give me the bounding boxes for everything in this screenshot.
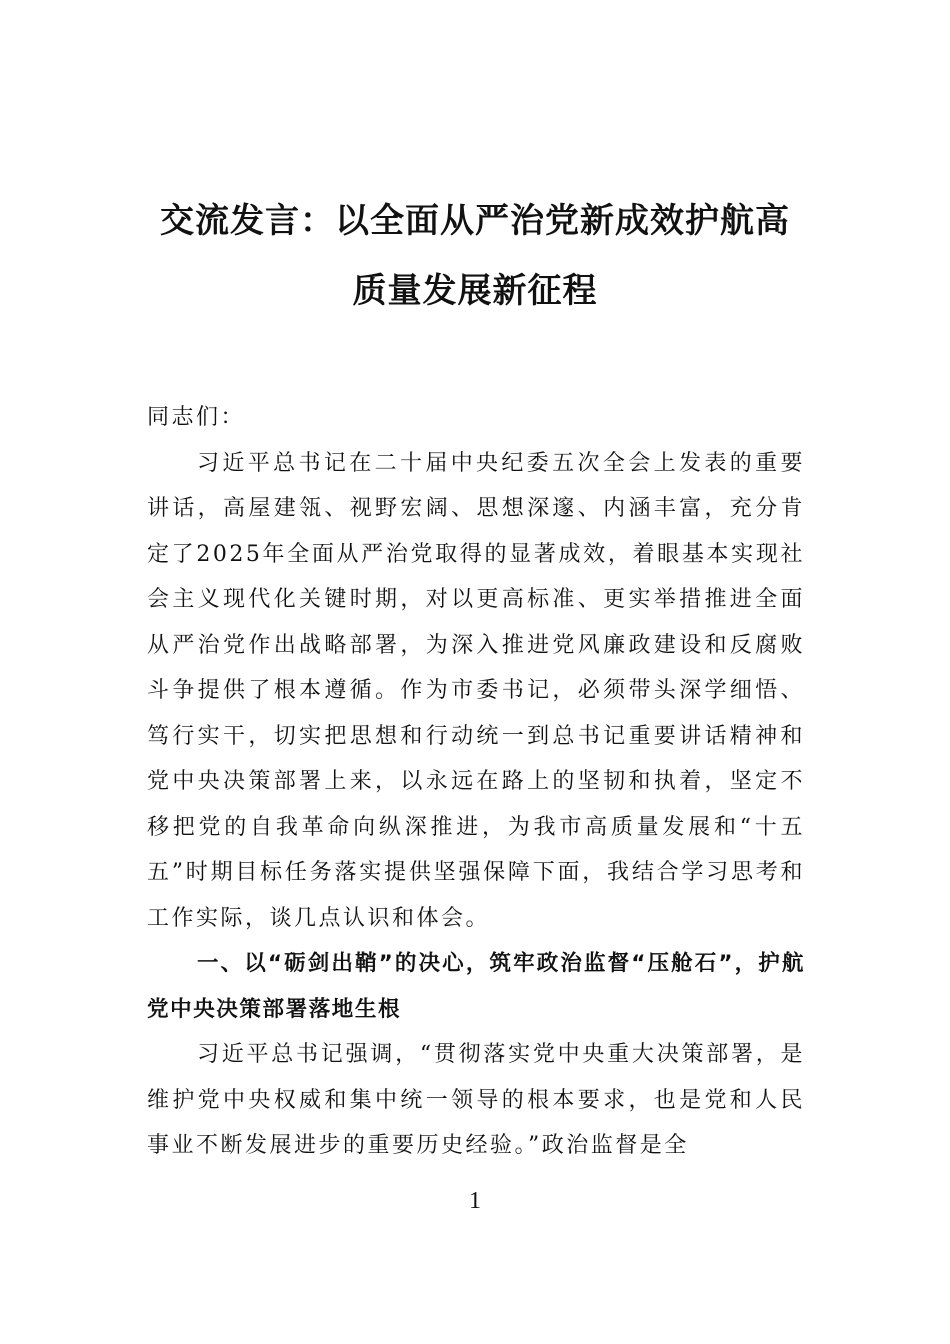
- paragraph-1: 习近平总书记在二十届中央纪委五次全会上发表的重要讲话，高屋建瓴、视野宏阔、思想深邃、内涵丰富，充分肯定了2025年全面从严治党取得的显著成效，着眼基本实现社会主义现代化关键时期，对以更高标准、更实举措推进全面从严治党作出战略部署，为深入推进党风廉政建设和反腐败斗争提供了根本遵循。作为市委书记，必须带头深学细悟、笃行实干，切实把思想和行动统一到总书记重要讲话精神和党中央决策部署上来，以永远在路上的坚韧和执着，坚定不移把党的自我革命向纵深推进，为我市高质量发展和“十五五”时期目标任务落实提供坚强保障下面，我结合学习思考和工作实际，谈几点认识和体会。: [147, 450, 805, 931]
- page-number: 1: [469, 1188, 481, 1214]
- section-heading-1: 一、以“砺剑出鞘”的决心，筑牢政治监督“压舱石”，护航党中央决策部署落地生根: [147, 951, 805, 1022]
- salutation: 同志们：: [147, 405, 246, 430]
- title-line-1: 交流发言：以全面从严治党新成效护航高: [160, 201, 790, 241]
- document-body: [147, 395, 805, 1169]
- title-line-2: 质量发展新征程: [352, 271, 598, 311]
- paragraph-2: 习近平总书记强调，“贯彻落实党中央重大决策部署，是维护党中央权威和集中统一领导的根本要求，也是党和人民事业不断发展进步的重要历史经验。”政治监督是全: [147, 1042, 805, 1158]
- document-title: [140, 186, 810, 326]
